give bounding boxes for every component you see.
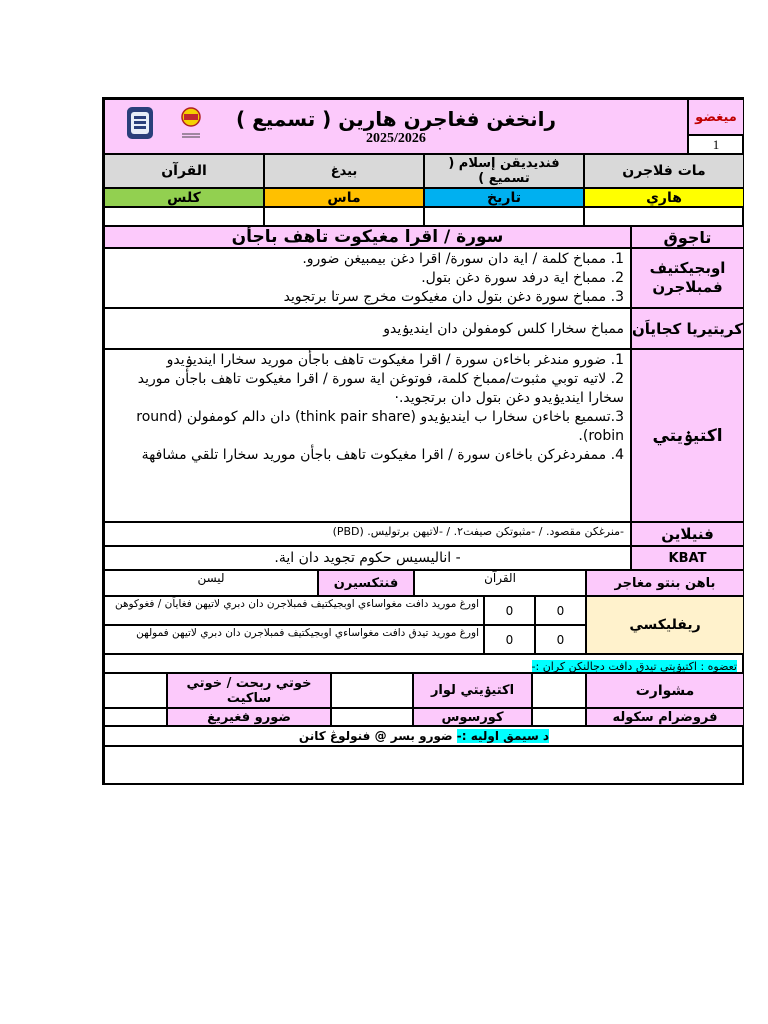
- day-value: [584, 207, 744, 226]
- time-value: [264, 207, 424, 226]
- criteria-label: كريتيريا كجاياَن: [631, 308, 744, 349]
- page-title: رانخغن فغاجرن هارين ( تسميع ): [236, 106, 556, 131]
- kbat-value: - اناليسيس حكوم تجويد دان اية.: [104, 546, 631, 570]
- materials-value: [414, 570, 586, 596]
- reflection-label: ريفليكسي: [586, 596, 744, 654]
- leave-label: خوتي ربحت / خوتي ساكيت: [167, 673, 331, 708]
- date-label: تاريخ: [424, 188, 584, 207]
- topic-value: سورة / اقرا مغيكوت تاهف باجأن: [104, 226, 631, 248]
- initial-check-value: ضورو بسر @ فنولوڠ كانن: [298, 729, 453, 743]
- activities-label: اكتيۏيتي: [631, 349, 744, 522]
- objectives-list: [104, 248, 631, 308]
- strand-value: القرآن: [104, 154, 264, 188]
- objectives-label: اوبجيكتيف فمبلاجرن: [631, 248, 744, 308]
- assessment-value: -منرغكن مقصود. / -مثبوتكن صيفت٢. / -لاتيهن برتوليس. (PBD): [104, 522, 631, 546]
- activity-item: 1. ضورو مندغر باخاءن سورة / اقرا مغيكوت تاهف باجأن موريد سخارا اينديۏيدو: [166, 352, 624, 368]
- materials-text: القرآن: [484, 571, 516, 585]
- kbat-label: KBAT: [631, 546, 744, 570]
- time-label: ماس: [264, 188, 424, 207]
- postponed-note: تعضوه : اكتيۏيتي تيدق دافت دجالنكن كران :-: [531, 660, 737, 673]
- week-label: ميغضو: [688, 99, 744, 135]
- week-number: 1: [688, 135, 744, 154]
- materials-label: باهن بنتو مغاجر: [586, 570, 744, 596]
- reflection-count-a2: 0: [535, 625, 586, 654]
- outside-activity-checkbox: [331, 673, 413, 708]
- reflection-count-a1: 0: [535, 596, 586, 625]
- context-value: [104, 570, 318, 596]
- outside-activity-label: اكتيۏيتي لوار: [413, 673, 532, 708]
- subject-label: مات فلاجرن: [584, 154, 744, 188]
- reflection-count-b2: 0: [484, 625, 535, 654]
- initial-check-label: د سيمق اوليه :-: [456, 729, 550, 743]
- reflection-count-b1: 0: [484, 596, 535, 625]
- class-label: كلس: [104, 188, 264, 207]
- activities-list: [104, 349, 631, 522]
- context-label: فنتكسيرن: [318, 570, 414, 596]
- school-logo: [126, 106, 154, 140]
- relief-teacher-label: ضورو فغيريغ: [167, 708, 331, 726]
- reflection-text-1: اورغ موريد دافت مغواساءي اوبجيكتيف فمبلاجرن دان دبري لاتيهن فغاياَن / فغوكوهن: [104, 596, 484, 625]
- day-label: هاري: [584, 188, 744, 207]
- ministry-logo: [176, 104, 206, 140]
- relief-teacher-checkbox: [104, 708, 167, 726]
- objective-item: 3. ممباخ سورة دغن بتول دان مغيكوت مخرج سرتا برتجويد: [283, 289, 624, 305]
- notes-area: [104, 746, 744, 785]
- activity-item: 4. ممفردغركن باخاءن سورة / اقرا مغيكوت تاهف باجأن موريد سخارا تلقي مشافهة: [141, 447, 624, 463]
- reflection-text-2: اورغ موريد تيدق دافت مغواساءي اوبجيكتيف فمبلاجرن دان دبري لاتيهن فمولهن: [104, 625, 484, 654]
- course-label: كورسوس: [413, 708, 532, 726]
- school-program-label: فروضرام سكوله: [586, 708, 744, 726]
- postponed-row: [104, 654, 744, 673]
- activity-item: 2. لاتيه توبي مثبوت/ممباخ كلمة، فوتوغن اية سورة / اقرا مغيكوت تاهف باجأن موريد سخارا اينديۏيدو دغن بتول دان برتجويد.·: [137, 371, 624, 406]
- date-value: [424, 207, 584, 226]
- class-value: [104, 207, 264, 226]
- subject-value: فنديديقن إسلام ( تسميع ): [424, 154, 584, 188]
- initial-check-row: [104, 726, 744, 746]
- meeting-checkbox: [532, 673, 586, 708]
- leave-checkbox: [104, 673, 167, 708]
- course-checkbox: [331, 708, 413, 726]
- activity-item: 3.تسميع باخاءن سخارا ب اينديۏيدو (think pair share) دان دالم كومفولن (round robin).: [136, 409, 624, 444]
- objective-item: 1. ممباخ كلمة / اية دان سورة/ اقرا دغن بيمبيغن ضورو.: [302, 251, 624, 267]
- lesson-plan-document: [102, 97, 744, 785]
- school-program-checkbox: [532, 708, 586, 726]
- topic-label: تاجوق: [631, 226, 744, 248]
- meeting-label: مشوارت: [586, 673, 744, 708]
- context-text: ليسن: [197, 571, 225, 585]
- objective-item: 2. ممباخ اية درفد سورة دغن بتول.: [421, 270, 624, 286]
- academic-year: 2025/2026: [366, 130, 426, 146]
- assessment-label: فنيلاين: [631, 522, 744, 546]
- strand-label: بيدغ: [264, 154, 424, 188]
- criteria-value: ممباخ سخارا كلس كومفولن دان اينديۏيدو: [104, 308, 631, 349]
